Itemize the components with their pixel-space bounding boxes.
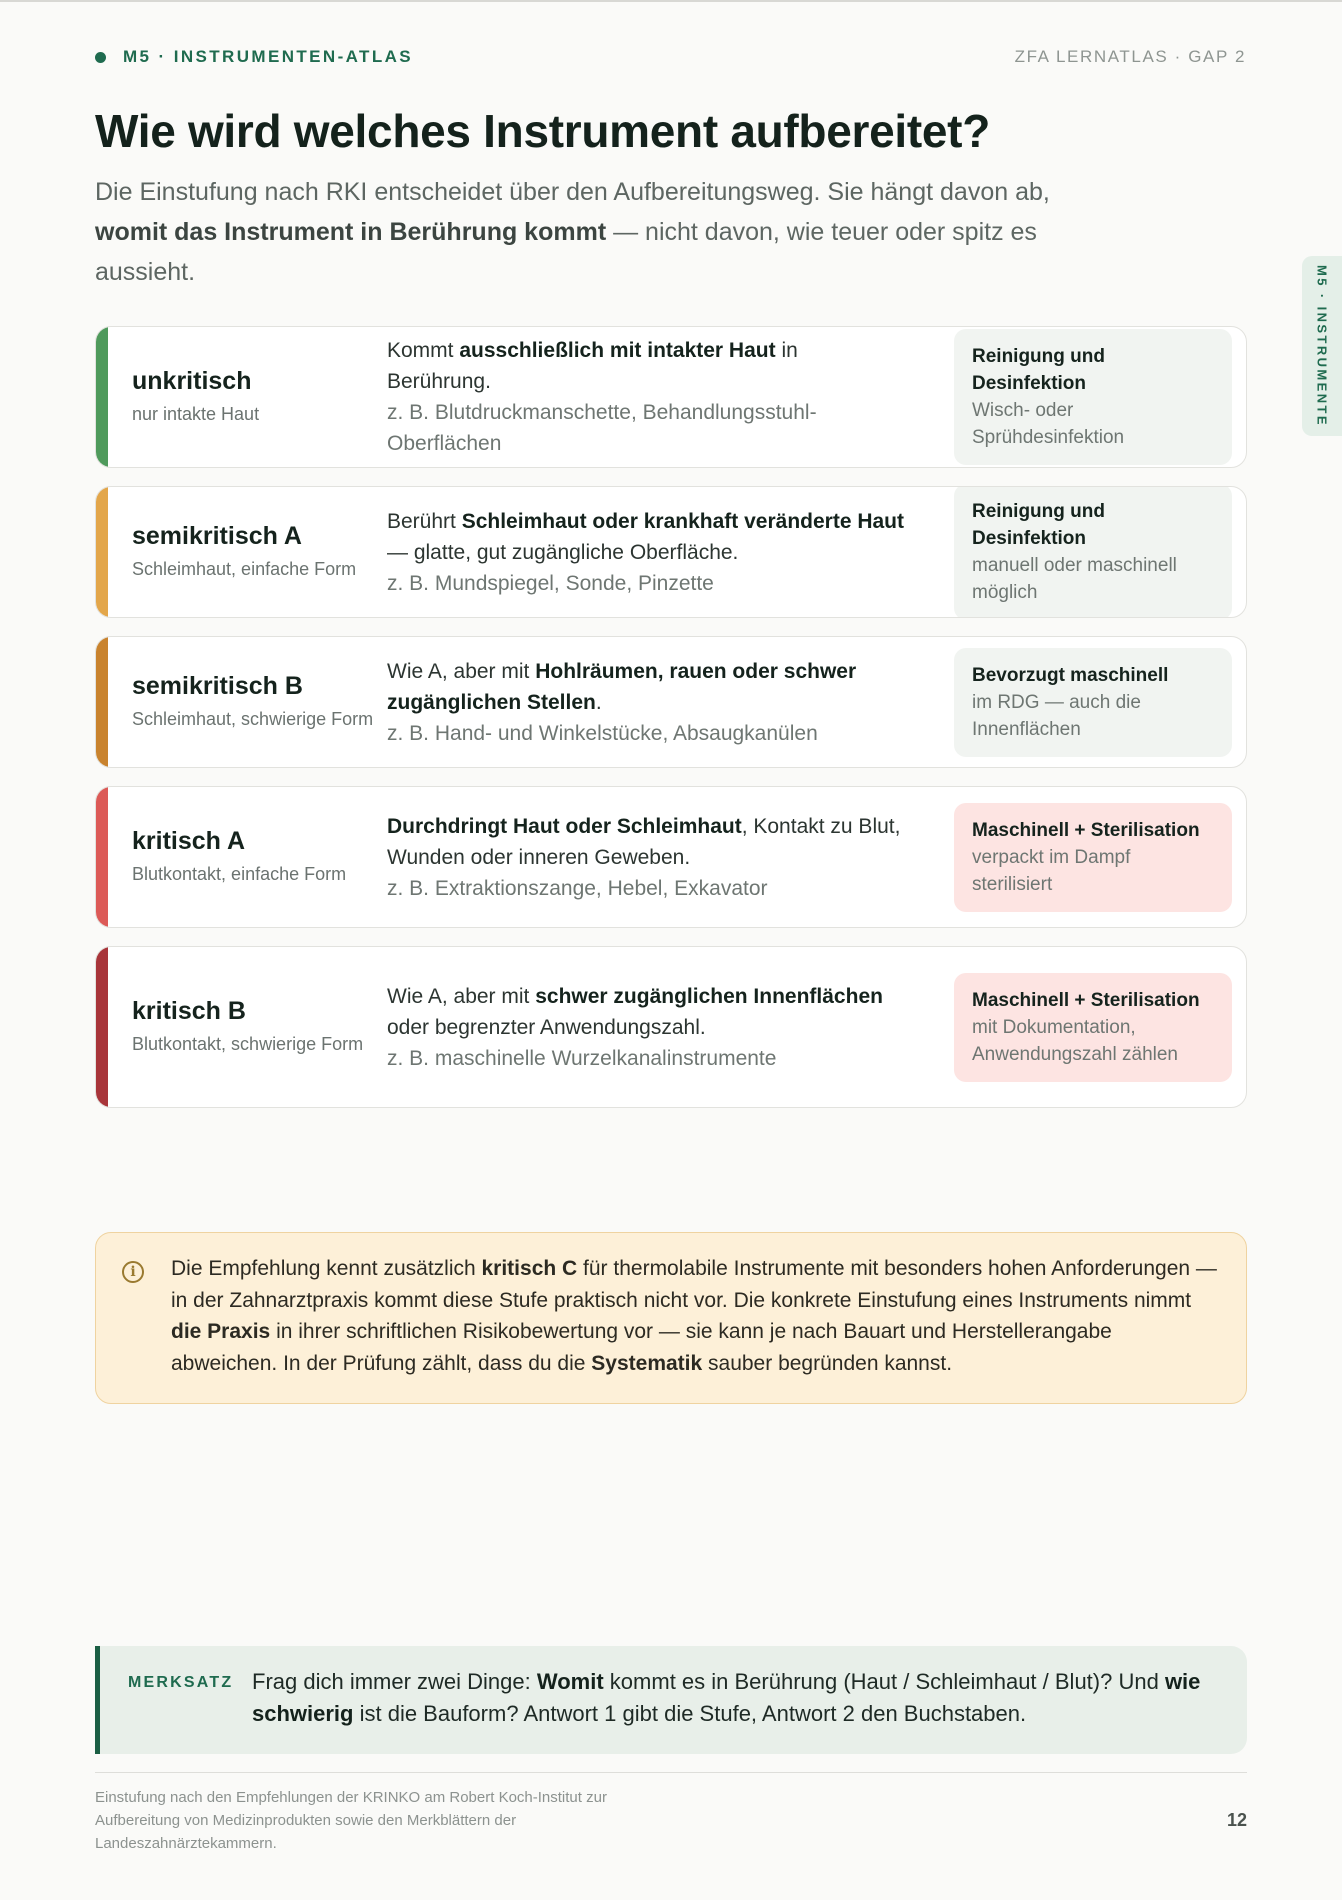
intro-paragraph [95, 172, 1075, 292]
category-card-semikritisch-b [95, 636, 1247, 768]
desc-text: — glatte, gut zugängliche Oberfläche. [387, 540, 739, 564]
process-title: Maschinell + Sterilisation [972, 819, 1200, 841]
desc-text: oder begrenzter Anwendungszahl. [387, 1015, 706, 1039]
process-title: Reinigung und Desinfektion [972, 501, 1105, 549]
process-box [954, 803, 1232, 912]
merk-bold: Womit [536, 1669, 604, 1694]
merk-text: Frag dich immer zwei Dinge: [252, 1669, 537, 1694]
process-box [954, 973, 1232, 1082]
category-subtitle: Blutkontakt, schwierige Form [132, 1034, 364, 1054]
note-bold: kritisch C [481, 1257, 578, 1280]
category-subtitle: Blutkontakt, einfache Form [132, 864, 347, 884]
page-number: 12 [1226, 1810, 1247, 1830]
intro-bold: womit das Instrument in Berührung kommt [95, 218, 607, 246]
process-title: Bevorzugt maschinell [972, 664, 1169, 686]
category-color-bar [96, 637, 108, 767]
category-description [387, 335, 907, 459]
desc-bold: schwer zugänglichen Innenflächen [535, 984, 883, 1008]
desc-text: . [595, 690, 602, 714]
desc-text: Kommt [387, 339, 460, 362]
section-label: M5 · INSTRUMENTEN-ATLAS [123, 47, 414, 66]
desc-bold: Durchdringt Haut oder Schleimhaut [387, 814, 742, 838]
desc-text: Wie A, aber mit [387, 984, 536, 1008]
category-example: z. B. Blutdruckmanschette, Behandlungsstuhl-Oberflächen [387, 401, 817, 455]
desc-text: Berührt [387, 509, 462, 533]
classification-list [95, 326, 1247, 1126]
note-text: für thermolabile Instrumente mit besonders hohen Anforderungen — in der Zahnarztpraxis kommt diese Stufe praktisch nicht vor. Die konkrete Einstufung eines Instruments nimmt [171, 1257, 1217, 1312]
category-subtitle: nur intakte Haut [132, 404, 260, 424]
intro-text-1: Die Einstufung nach RKI entscheidet über den Aufbereitungsweg. Sie hängt davon ab, [95, 178, 1050, 206]
process-desc: verpackt im Dampf sterilisiert [972, 846, 1131, 895]
process-desc: im RDG — auch die Innenflächen [972, 691, 1141, 740]
category-example: z. B. Hand- und Winkelstücke, Absaugkanülen [387, 721, 818, 745]
merksatz-box [95, 1646, 1247, 1754]
footer-divider [95, 1772, 1247, 1773]
process-desc: manuell oder maschinell möglich [972, 555, 1177, 603]
info-icon: i [122, 1261, 144, 1283]
category-description [387, 981, 907, 1074]
category-name: semikritisch A [132, 522, 302, 550]
category-color-bar [96, 947, 108, 1107]
running-header: ZFA LERNATLAS · GAP 2 [1014, 47, 1246, 66]
category-name: semikritisch B [132, 672, 303, 700]
note-text: Die Empfehlung kennt zusätzlich [171, 1257, 482, 1280]
process-desc: mit Dokumentation, Anwendungszahl zählen [972, 1016, 1178, 1065]
note-bold: Systematik [591, 1351, 703, 1375]
note-text: in ihrer schriftlichen Risikobewertung vor — sie kann je nach Bauart und Herstellerangabe abweichen. In der Prüfung zählt, dass du die [171, 1320, 1112, 1375]
merksatz-text [252, 1666, 1217, 1754]
process-title: Maschinell + Sterilisation [972, 989, 1200, 1011]
intro-text-2: — nicht davon, wie teuer oder spitz es aussieht. [95, 218, 1037, 286]
desc-bold: Hohlräumen, rauen oder schwer zugänglichen Stellen [387, 659, 857, 714]
merk-text: ist die Bauform? Antwort 1 gibt die Stufe, Antwort 2 den Buchstaben. [353, 1701, 1027, 1726]
note-text: sauber begründen kannst. [702, 1351, 953, 1375]
category-card-semikritisch-a [95, 486, 1247, 618]
category-example: z. B. Mundspiegel, Sonde, Pinzette [387, 571, 714, 595]
process-box [954, 486, 1232, 618]
desc-bold: ausschließlich mit intakter Haut [459, 339, 776, 362]
merk-text: kommt es in Berührung (Haut / Schleimhaut / Blut)? Und [603, 1669, 1165, 1694]
top-divider [0, 0, 1342, 2]
bullet-dot-icon [95, 52, 106, 63]
footer-source: Einstufung nach den Empfehlungen der KRINKO am Robert Koch-Institut zur Aufbereitung von Medizinprodukten sowie den Merkblättern der Landeszahnärztekammern. [95, 1789, 607, 1852]
desc-text: in Berührung. [387, 339, 798, 393]
category-name: unkritisch [132, 367, 252, 395]
category-subtitle: Schleimhaut, einfache Form [132, 559, 357, 579]
page-title: Wie wird welches Instrument aufbereitet? [95, 105, 990, 157]
category-card-kritisch-b [95, 946, 1247, 1108]
side-tab[interactable] [1302, 256, 1342, 436]
category-description [387, 811, 907, 904]
desc-text: Wie A, aber mit [387, 659, 536, 683]
category-color-bar [96, 487, 108, 617]
category-example: z. B. maschinelle Wurzelkanalinstrumente [387, 1046, 777, 1070]
merksatz-label: MERKSATZ [128, 1674, 234, 1691]
process-title: Reinigung und Desinfektion [972, 346, 1105, 394]
process-desc: Wisch- oder Sprühdesinfektion [972, 400, 1125, 448]
desc-text: , Kontakt zu Blut, Wunden oder inneren Geweben. [387, 814, 901, 869]
section-header [95, 47, 413, 67]
category-name: kritisch B [132, 997, 246, 1025]
info-note [95, 1232, 1247, 1404]
category-subtitle: Schleimhaut, schwierige Form [132, 709, 374, 729]
category-example: z. B. Extraktionszange, Hebel, Exkavator [387, 876, 768, 900]
process-box [954, 329, 1232, 465]
category-description [387, 506, 907, 599]
process-box [954, 648, 1232, 757]
category-color-bar [96, 787, 108, 927]
category-description [387, 656, 907, 749]
merk-bold: wie schwierig [252, 1669, 1201, 1726]
side-tab-label: M5 · INSTRUMENTE [1314, 265, 1330, 427]
note-bold: die Praxis [171, 1320, 271, 1343]
category-card-kritisch-a [95, 786, 1247, 928]
desc-bold: Schleimhaut oder krankhaft veränderte Haut [461, 509, 904, 533]
category-name: kritisch A [132, 827, 246, 855]
category-color-bar [96, 327, 108, 467]
category-card-unkritisch [95, 326, 1247, 468]
